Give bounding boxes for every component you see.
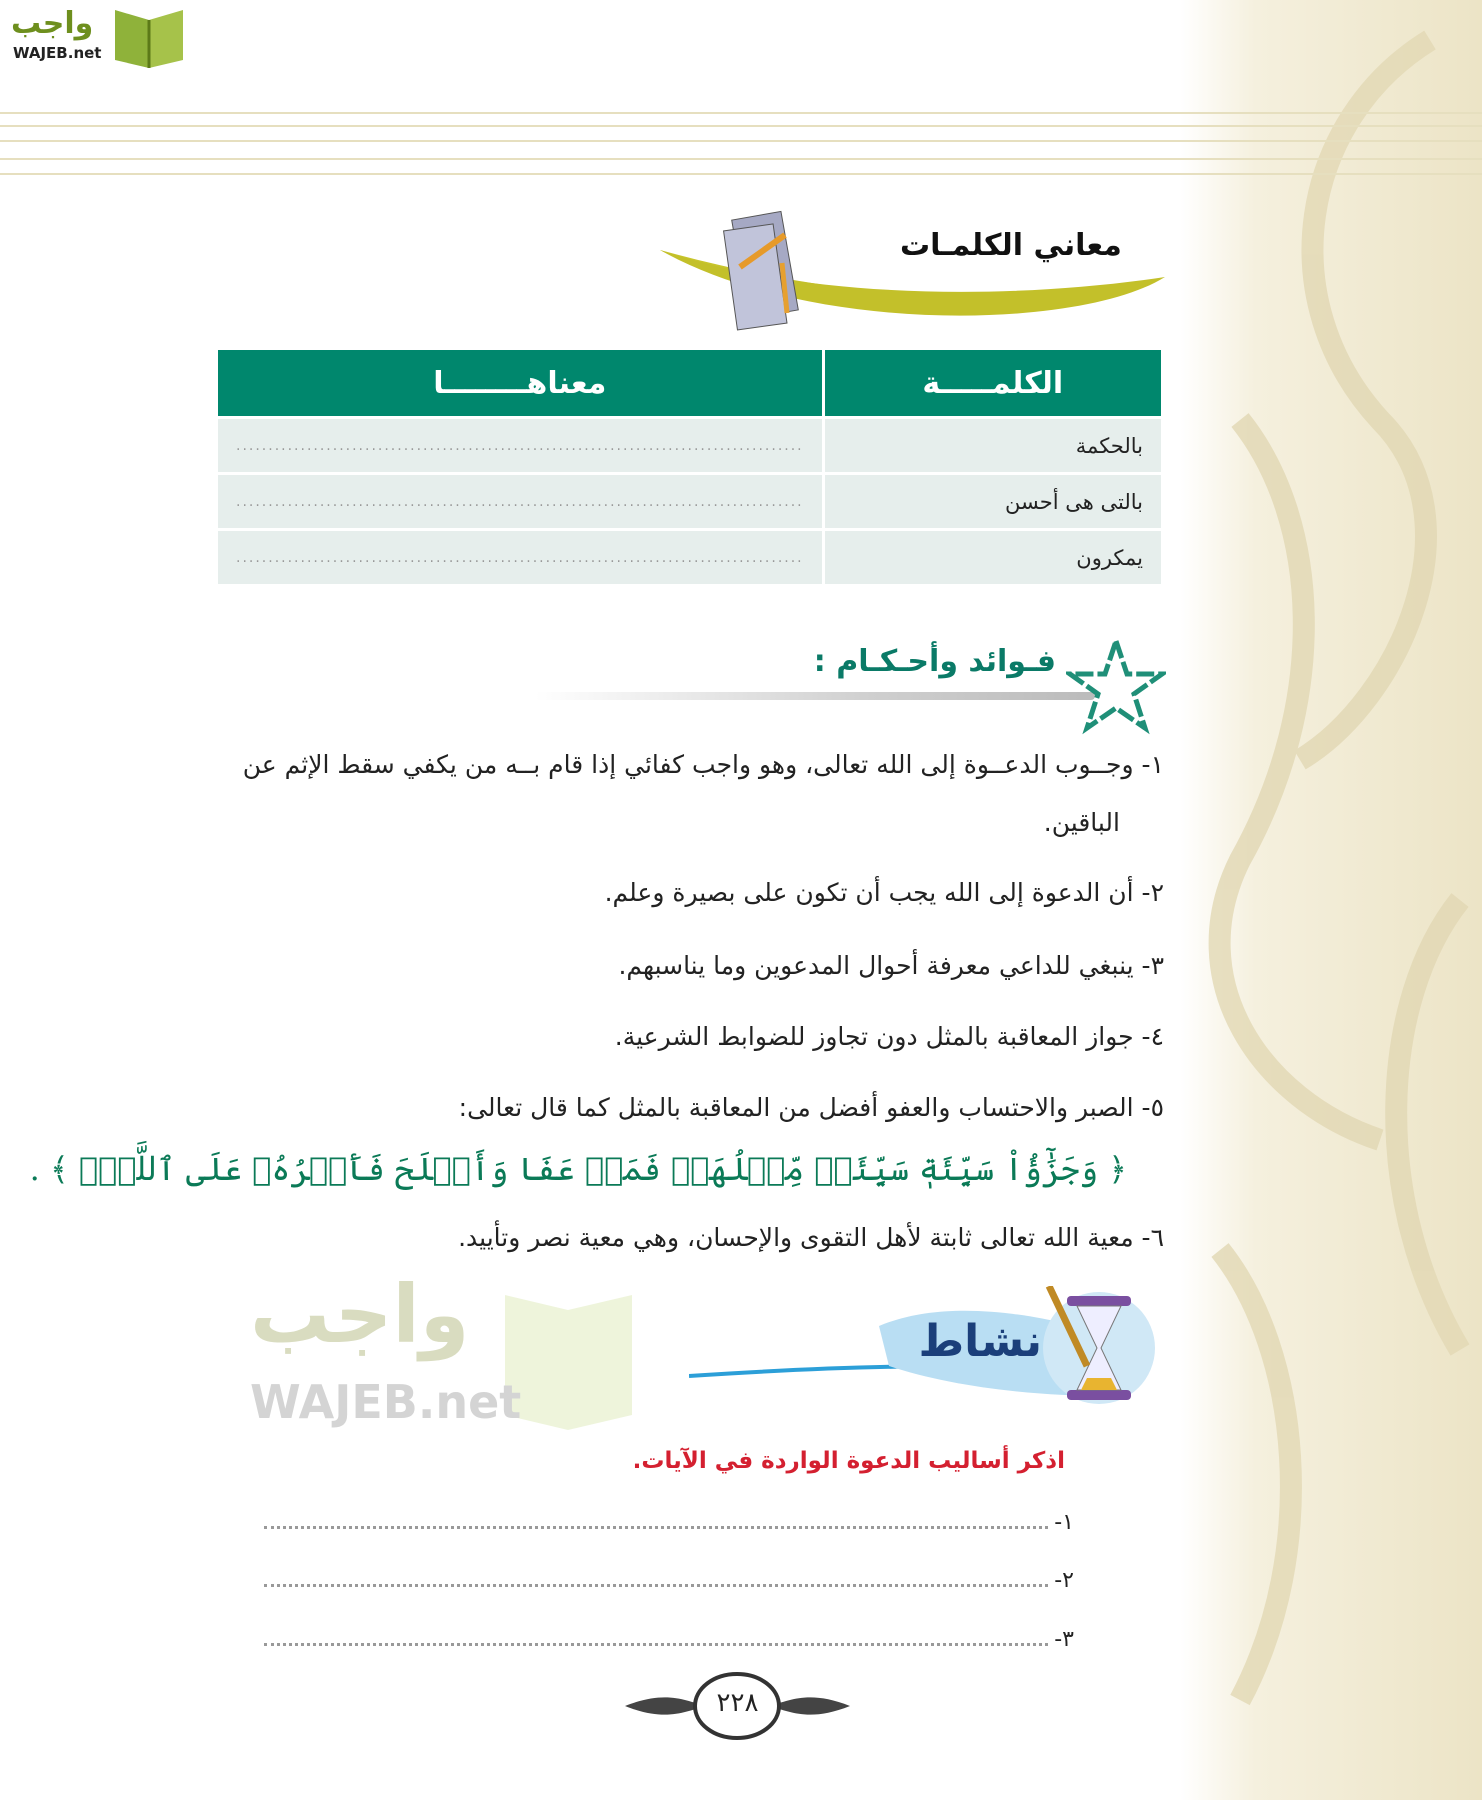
benefit-item-6: ٦- معية الله تعالى ثابتة لأهل التقوى والإحسان، وهي معية نصر وتأييد. xyxy=(458,1223,1164,1252)
brush-stroke-divider xyxy=(535,692,1095,700)
column-header-meaning: معناهــــــــا xyxy=(218,350,822,416)
answer-number: ١- xyxy=(1054,1510,1074,1535)
section-title: معاني الكلمـات xyxy=(900,228,1122,263)
answer-line-3[interactable] xyxy=(264,1627,1074,1652)
wajeb-logo[interactable] xyxy=(9,6,191,68)
benefit-item-3: ٣- ينبغي للداعي معرفة أحوال المدعوين وما يناسبهم. xyxy=(618,951,1164,980)
star-icon xyxy=(1066,636,1166,736)
header-rule xyxy=(0,158,1482,160)
quran-verse: ﴿ وَجَزَٰٓؤُاْ سَيِّئَةٖ سَيِّئَةٞ مِّثۡلُهَاۖ فَمَنۡ عَفَا وَأَصۡلَحَ فَأَجۡرُهُۥ عَلَى ٱللَّهِۚ ﴾ . xyxy=(29,1150,1127,1188)
meaning-answer-field[interactable]: ........................................................................................ xyxy=(218,419,822,472)
meaning-answer-field[interactable]: ........................................................................................ xyxy=(218,531,822,584)
ornament-pattern xyxy=(1180,0,1482,1800)
vocabulary-table xyxy=(215,347,1164,587)
answer-number: ٣- xyxy=(1054,1627,1074,1652)
answer-line-1[interactable] xyxy=(264,1510,1074,1535)
meaning-answer-field[interactable]: ........................................................................................ xyxy=(218,475,822,528)
benefit-item-2: ٢- أن الدعوة إلى الله يجب أن تكون على بصيرة وعلم. xyxy=(604,878,1164,907)
answer-line-2[interactable] xyxy=(264,1568,1074,1593)
header-rule xyxy=(0,140,1482,142)
watermark-arabic: واجب xyxy=(250,1268,470,1361)
activity-title: نشاط xyxy=(918,1316,1042,1367)
benefit-item-4: ٤- جواز المعاقبة بالمثل دون تجاوز للضوابط الشرعية. xyxy=(614,1022,1164,1051)
header-rule xyxy=(0,173,1482,175)
answer-number: ٢- xyxy=(1054,1568,1074,1593)
table-row xyxy=(218,419,1161,472)
logo-latin: WAJEB.net xyxy=(13,44,102,62)
table-row xyxy=(218,475,1161,528)
decorative-background xyxy=(1180,0,1482,1800)
watermark-latin: WAJEB.net xyxy=(250,1375,522,1429)
header-rule xyxy=(0,125,1482,127)
benefit-item-1-continued: الباقين. xyxy=(1043,808,1120,837)
word-cell: بالتى هى أحسن xyxy=(825,475,1161,528)
page-number: ٢٢٨ xyxy=(716,1688,759,1718)
benefits-title: فـوائد وأحـكـام : xyxy=(813,644,1056,679)
activity-question: اذكر أساليب الدعوة الواردة في الآيات. xyxy=(632,1448,1065,1474)
title-ribbon-graphic xyxy=(660,205,1170,335)
word-cell: يمكرون xyxy=(825,531,1161,584)
word-cell: بالحكمة xyxy=(825,419,1161,472)
header-rule xyxy=(0,112,1482,114)
logo-arabic: واجب xyxy=(11,6,94,41)
page-number-ornament xyxy=(625,1670,850,1742)
benefit-item-1: ١- وجــوب الدعــوة إلى الله تعالى، وهو واجب كفائي إذا قام بــه من يكفي سقط الإثم عن xyxy=(242,750,1164,779)
column-header-word: الكلمـــــة xyxy=(825,350,1161,416)
book-icon xyxy=(109,8,189,68)
table-row xyxy=(218,531,1161,584)
benefit-item-5: ٥- الصبر والاحتساب والعفو أفضل من المعاقبة بالمثل كما قال تعالى: xyxy=(458,1093,1164,1122)
